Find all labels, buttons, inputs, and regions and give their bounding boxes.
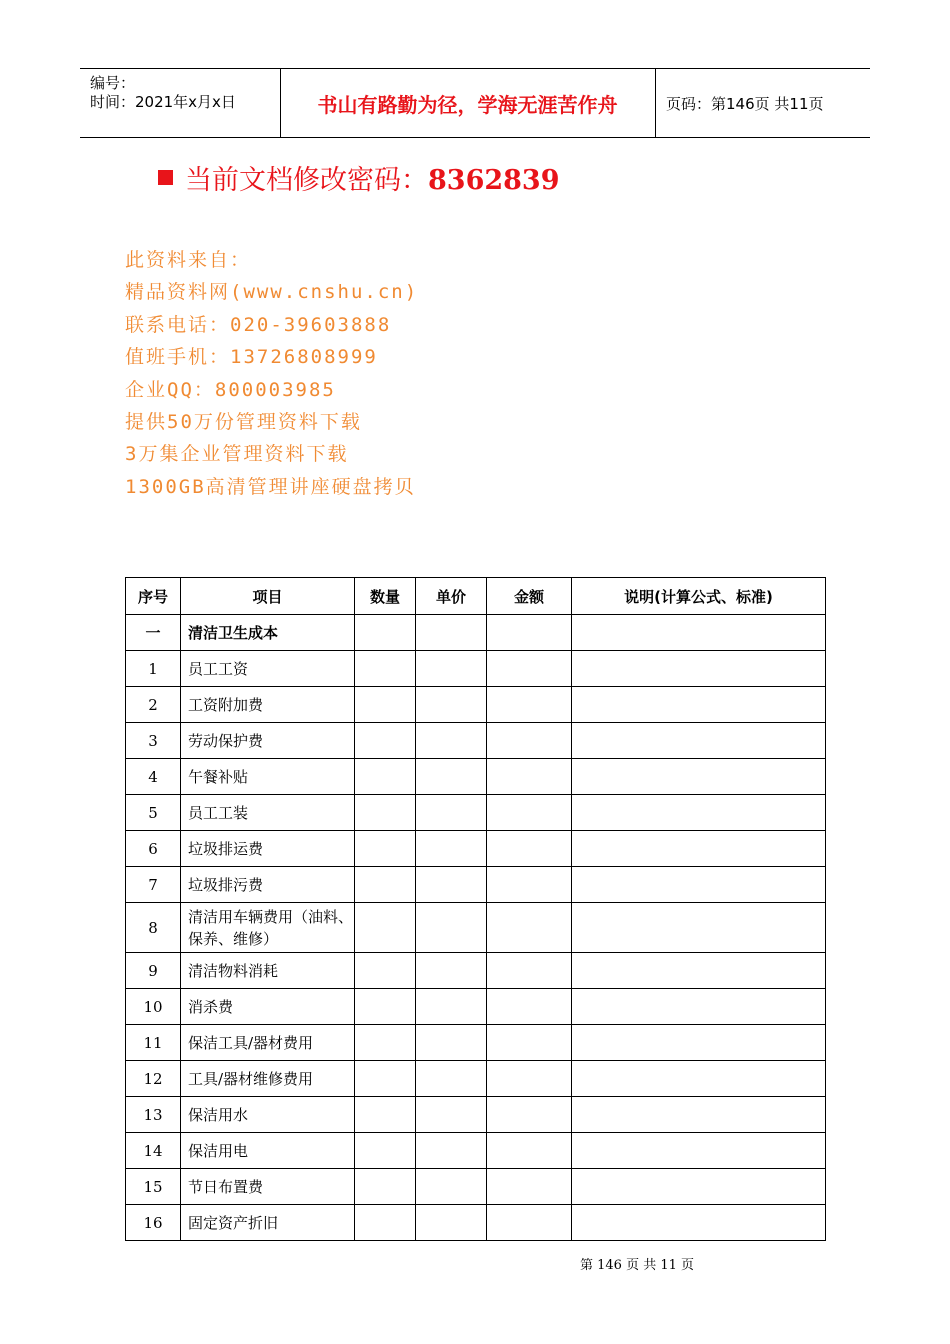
amount-cell <box>487 989 572 1025</box>
page-footer: 第 146 页 共 11 页 <box>580 1258 695 1273</box>
amount-cell <box>487 723 572 759</box>
source-info-line: 此资料来自： <box>125 249 252 271</box>
table-row <box>126 1169 826 1205</box>
row-number: 16 <box>126 1205 181 1241</box>
quantity-cell <box>355 1025 416 1061</box>
note-cell <box>572 1169 826 1205</box>
note-cell <box>572 867 826 903</box>
unit-price-cell <box>416 687 487 723</box>
amount-cell <box>487 1133 572 1169</box>
row-number: 14 <box>126 1133 181 1169</box>
amount-cell <box>487 867 572 903</box>
note-cell <box>572 1133 826 1169</box>
row-item: 消杀费 <box>181 989 355 1025</box>
note-cell <box>572 1025 826 1061</box>
row-number: 6 <box>126 831 181 867</box>
note-cell <box>572 723 826 759</box>
amount-cell <box>487 1205 572 1241</box>
unit-price-cell <box>416 651 487 687</box>
row-item: 垃圾排污费 <box>181 867 355 903</box>
source-info-line: 精品资料网(www.cnshu.cn) <box>125 281 419 304</box>
row-number: 8 <box>126 903 181 953</box>
amount-cell <box>487 687 572 723</box>
source-info-line: 联系电话：020-39603888 <box>125 313 392 336</box>
row-number: 3 <box>126 723 181 759</box>
column-header: 数量 <box>355 578 416 615</box>
row-number: 一 <box>126 615 181 651</box>
note-cell <box>572 989 826 1025</box>
table-row <box>126 831 826 867</box>
row-number: 7 <box>126 867 181 903</box>
quantity-cell <box>355 1169 416 1205</box>
unit-price-cell <box>416 795 487 831</box>
row-number: 15 <box>126 1169 181 1205</box>
quantity-cell <box>355 759 416 795</box>
row-number: 4 <box>126 759 181 795</box>
cost-table <box>125 577 826 1241</box>
table-row <box>126 723 826 759</box>
note-cell <box>572 615 826 651</box>
row-number: 12 <box>126 1061 181 1097</box>
row-item: 节日布置费 <box>181 1169 355 1205</box>
amount-cell <box>487 651 572 687</box>
amount-cell <box>487 795 572 831</box>
table-row <box>126 989 826 1025</box>
table-header-row <box>126 578 826 615</box>
quantity-cell <box>355 1061 416 1097</box>
document-time-label: 时间：2021年x月x日 <box>90 93 236 111</box>
note-cell <box>572 651 826 687</box>
row-number: 13 <box>126 1097 181 1133</box>
unit-price-cell <box>416 989 487 1025</box>
table-body <box>126 615 826 1241</box>
square-bullet-icon <box>158 170 173 185</box>
column-header: 序号 <box>126 578 181 615</box>
amount-cell <box>487 615 572 651</box>
table-row <box>126 795 826 831</box>
quantity-cell <box>355 1133 416 1169</box>
amount-cell <box>487 831 572 867</box>
quantity-cell <box>355 723 416 759</box>
row-item: 午餐补贴 <box>181 759 355 795</box>
table-row <box>126 903 826 953</box>
note-cell <box>572 953 826 989</box>
note-cell <box>572 1097 826 1133</box>
document-number-label: 编号： <box>90 74 136 92</box>
amount-cell <box>487 953 572 989</box>
quantity-cell <box>355 989 416 1025</box>
table-row <box>126 651 826 687</box>
amount-cell <box>487 1169 572 1205</box>
row-item: 工具/器材维修费用 <box>181 1061 355 1097</box>
amount-cell <box>487 759 572 795</box>
table-row <box>126 1133 826 1169</box>
password-notice <box>158 158 560 197</box>
row-item: 固定资产折旧 <box>181 1205 355 1241</box>
row-item: 员工工装 <box>181 795 355 831</box>
password-label: 当前文档修改密码： <box>185 165 428 196</box>
table-row <box>126 1205 826 1241</box>
header-page-info: 页码：第146页 共11页 <box>666 95 824 113</box>
unit-price-cell <box>416 759 487 795</box>
table-row <box>126 759 826 795</box>
table-row <box>126 1097 826 1133</box>
source-info-line: 提供50万份管理资料下载 <box>125 410 362 433</box>
column-header: 说明(计算公式、标准) <box>572 578 826 615</box>
row-item: 劳动保护费 <box>181 723 355 759</box>
quantity-cell <box>355 1097 416 1133</box>
unit-price-cell <box>416 723 487 759</box>
column-header: 金额 <box>487 578 572 615</box>
table-row <box>126 867 826 903</box>
unit-price-cell <box>416 1133 487 1169</box>
unit-price-cell <box>416 615 487 651</box>
note-cell <box>572 759 826 795</box>
row-number: 10 <box>126 989 181 1025</box>
quantity-cell <box>355 867 416 903</box>
note-cell <box>572 687 826 723</box>
row-item: 保洁用电 <box>181 1133 355 1169</box>
row-number: 1 <box>126 651 181 687</box>
source-info-line: 企业QQ：800003985 <box>125 378 336 401</box>
amount-cell <box>487 1025 572 1061</box>
column-header: 项目 <box>181 578 355 615</box>
row-number: 11 <box>126 1025 181 1061</box>
row-item: 清洁物料消耗 <box>181 953 355 989</box>
quantity-cell <box>355 1205 416 1241</box>
unit-price-cell <box>416 831 487 867</box>
row-number: 2 <box>126 687 181 723</box>
row-number: 5 <box>126 795 181 831</box>
quantity-cell <box>355 953 416 989</box>
row-item: 员工工资 <box>181 651 355 687</box>
unit-price-cell <box>416 903 487 953</box>
unit-price-cell <box>416 1061 487 1097</box>
row-item: 保洁用水 <box>181 1097 355 1133</box>
note-cell <box>572 831 826 867</box>
source-info-block <box>125 244 418 503</box>
row-item: 清洁用车辆费用（油料、保养、维修） <box>181 903 355 953</box>
page-header <box>80 68 870 138</box>
unit-price-cell <box>416 867 487 903</box>
quantity-cell <box>355 615 416 651</box>
source-info-line: 1300GB高清管理讲座硬盘拷贝 <box>125 475 416 498</box>
quantity-cell <box>355 831 416 867</box>
amount-cell <box>487 1097 572 1133</box>
note-cell <box>572 1061 826 1097</box>
source-info-line: 3万集企业管理资料下载 <box>125 443 349 466</box>
unit-price-cell <box>416 1097 487 1133</box>
table-row <box>126 1025 826 1061</box>
row-number: 9 <box>126 953 181 989</box>
header-motto: 书山有路勤为径，学海无涯苦作舟 <box>317 93 618 117</box>
unit-price-cell <box>416 953 487 989</box>
header-info-cell <box>80 69 281 137</box>
unit-price-cell <box>416 1025 487 1061</box>
row-item: 保洁工具/器材费用 <box>181 1025 355 1061</box>
table-row <box>126 1061 826 1097</box>
source-info-line: 值班手机：13726808999 <box>125 346 378 369</box>
table-row <box>126 953 826 989</box>
note-cell <box>572 903 826 953</box>
quantity-cell <box>355 903 416 953</box>
quantity-cell <box>355 795 416 831</box>
quantity-cell <box>355 687 416 723</box>
row-item: 清洁卫生成本 <box>181 615 355 651</box>
row-item: 工资附加费 <box>181 687 355 723</box>
note-cell <box>572 795 826 831</box>
header-page-cell <box>655 69 871 137</box>
table-row <box>126 615 826 651</box>
column-header: 单价 <box>416 578 487 615</box>
amount-cell <box>487 1061 572 1097</box>
note-cell <box>572 1205 826 1241</box>
unit-price-cell <box>416 1169 487 1205</box>
unit-price-cell <box>416 1205 487 1241</box>
quantity-cell <box>355 651 416 687</box>
table-row <box>126 687 826 723</box>
row-item: 垃圾排运费 <box>181 831 355 867</box>
amount-cell <box>487 903 572 953</box>
password-code: 8362839 <box>428 165 560 196</box>
